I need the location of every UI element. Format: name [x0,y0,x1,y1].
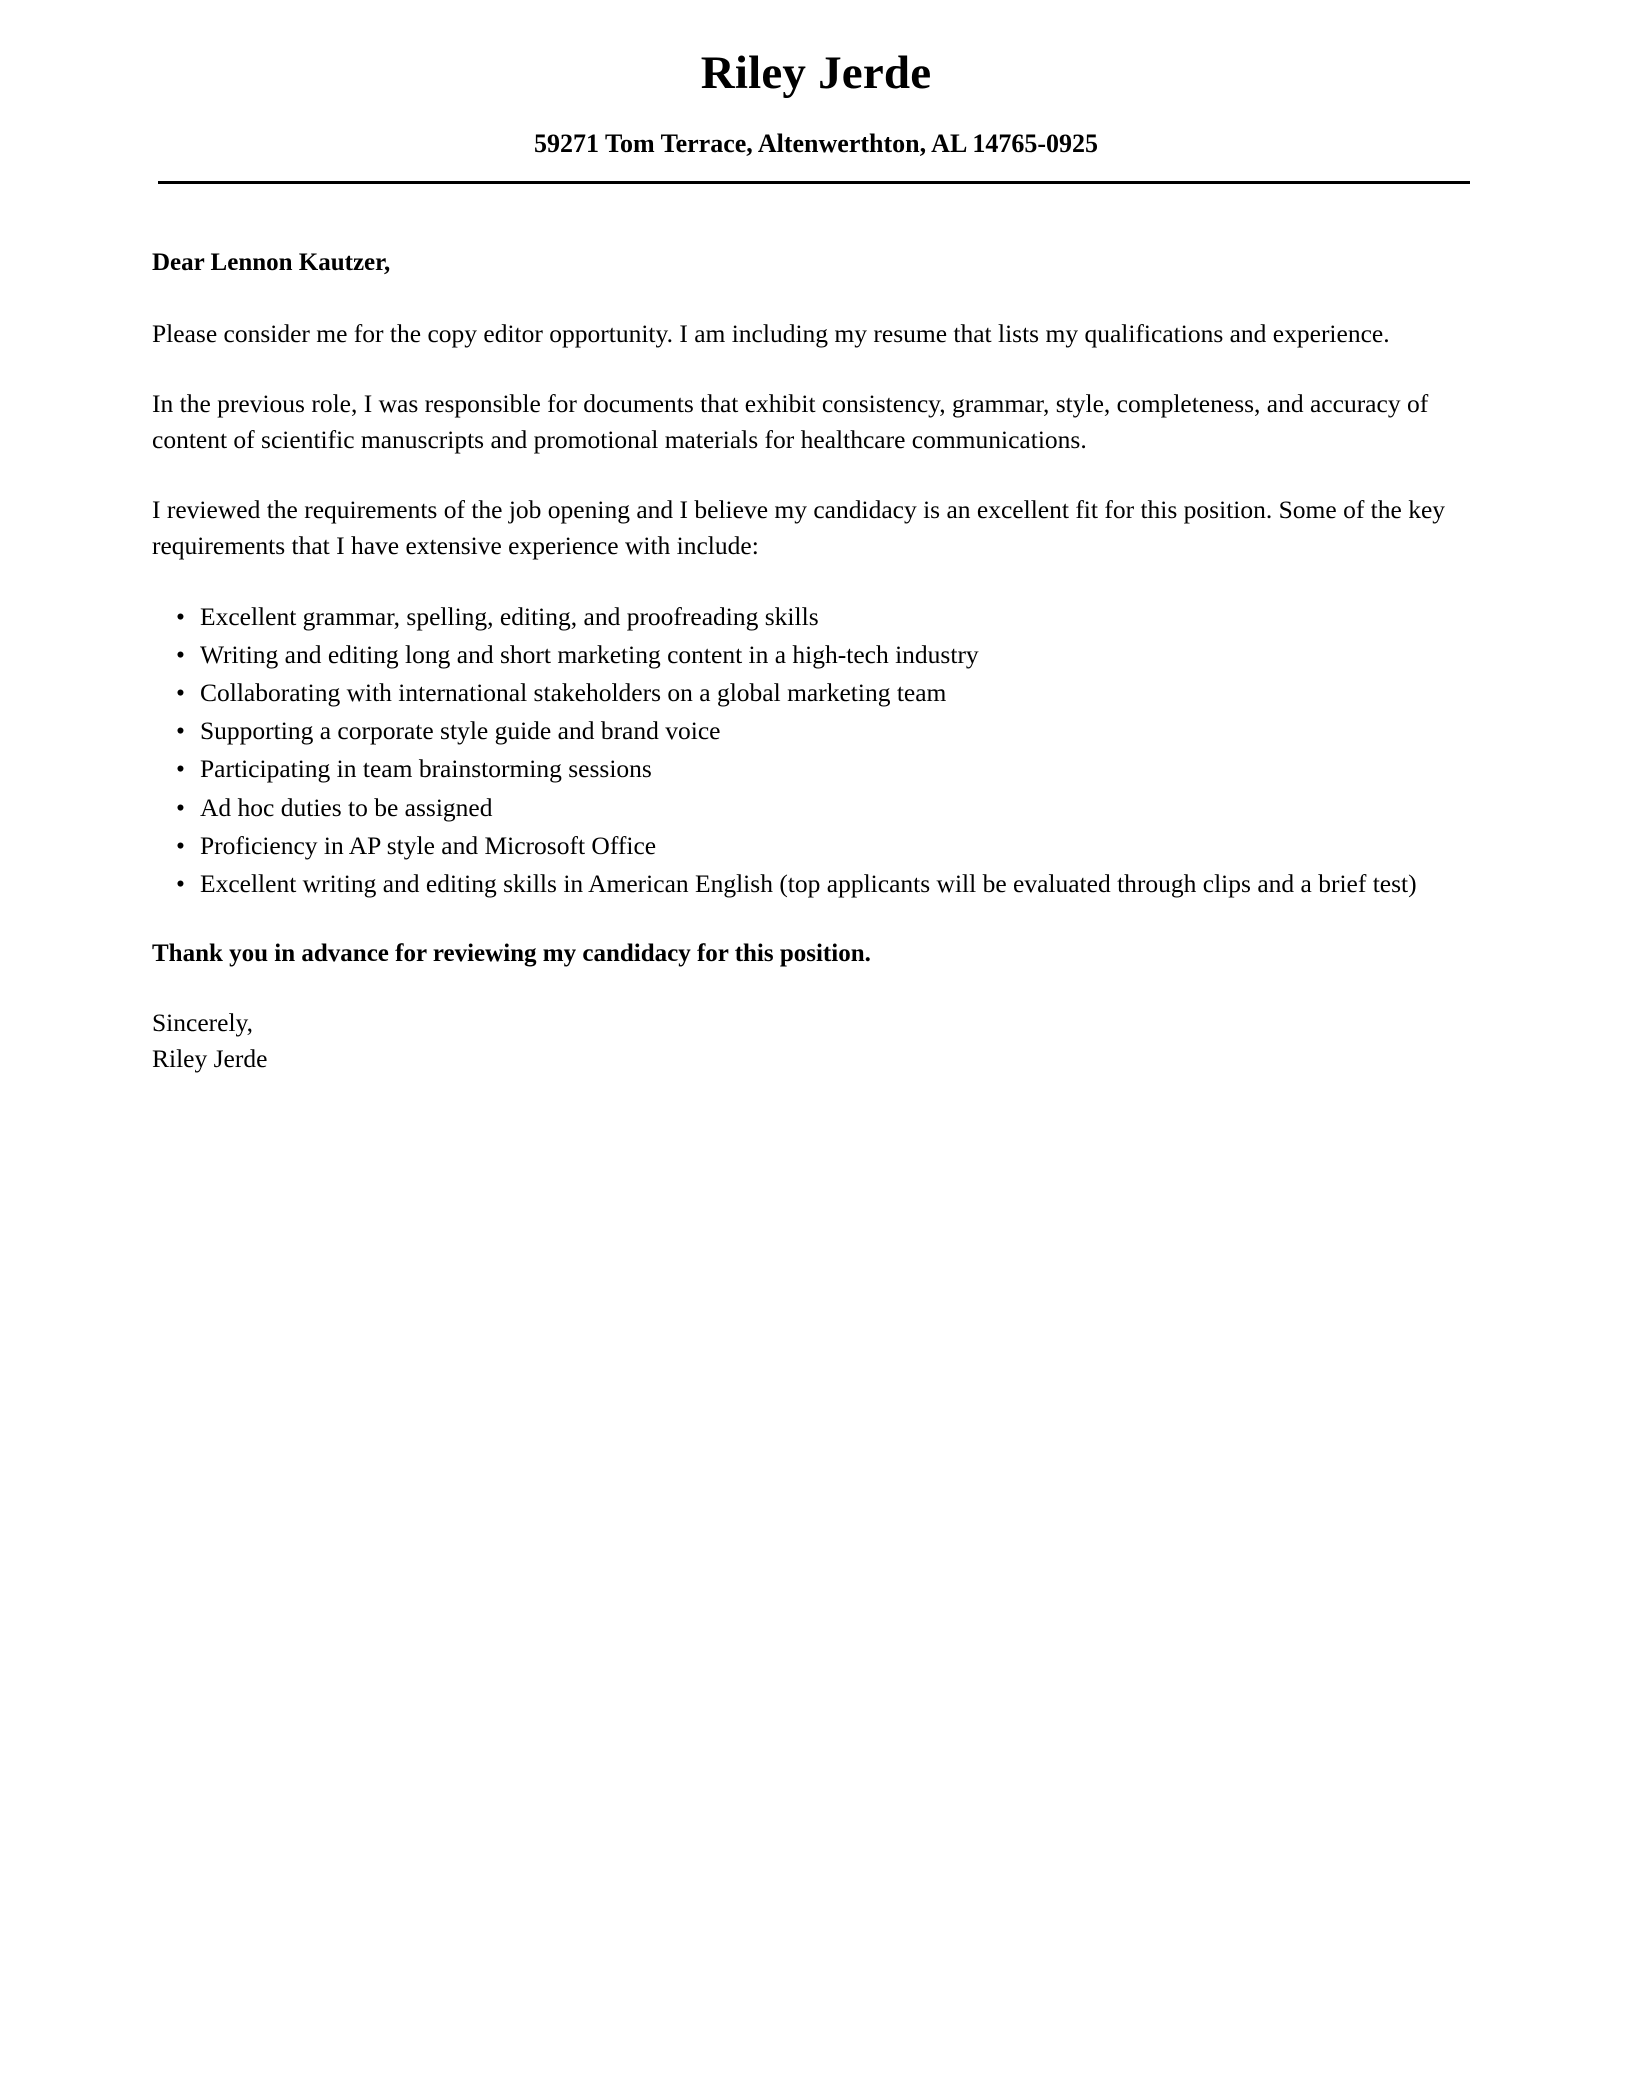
bullet-disc-icon: • [176,754,185,784]
signature-name: Riley Jerde [152,1044,268,1074]
list-item [152,713,1465,749]
list-item [152,675,1465,711]
list-item [152,751,1465,787]
list-item [152,828,1465,864]
requirements-list [152,599,1465,903]
bullet-disc-icon: • [176,830,185,860]
page-title: Riley Jerde [700,47,932,99]
letterhead [0,0,1632,159]
bullet-disc-icon: • [176,677,185,707]
closing-thanks: Thank you in advance for reviewing my candidacy for this position. [152,940,871,968]
body-paragraph-2: In the previous role, I was responsible for documents that exhibit consistency, grammar, style, completeness, and accuracy of content of scientific manuscripts and promotional materials for healthcare communications. [152,388,1429,454]
list-item-label: Collaborating with international stakeholders on a global marketing team [200,677,947,707]
salutation: Dear Lennon Kautzer, [152,248,391,276]
list-item [152,599,1465,635]
list-item [152,790,1465,826]
list-item-label: Excellent writing and editing skills in American English (top applicants will be evaluated through clips and a brief test) [200,869,1417,898]
body-paragraph-1: Please consider me for the copy editor opportunity. I am including my resume that lists my qualifications and experience. [152,318,1390,348]
list-item [152,866,1465,902]
list-item-label: Participating in team brainstorming sessions [200,754,652,784]
bullet-disc-icon: • [176,601,185,631]
applicant-address: 59271 Tom Terrace, Altenwerthton, AL 14765-0925 [533,128,1099,158]
list-item-label: Writing and editing long and short marketing content in a high-tech industry [200,639,979,669]
bullet-disc-icon: • [176,639,185,669]
list-item [152,637,1465,673]
letter-body [0,184,1632,1078]
list-item-label: Excellent grammar, spelling, editing, and proofreading skills [200,601,819,631]
bullet-disc-icon: • [176,869,185,898]
list-item-label: Proficiency in AP style and Microsoft Office [200,830,657,860]
bullet-disc-icon: • [176,792,185,822]
bullet-disc-icon: • [176,716,185,746]
list-item-label: Supporting a corporate style guide and brand voice [200,716,721,746]
body-paragraph-3: I reviewed the requirements of the job opening and I believe my candidacy is an excellent fit for this position. Some of the key requirements that I have extensive experience with include: [152,495,1446,561]
list-item-label: Ad hoc duties to be assigned [200,792,493,822]
signoff: Sincerely, [152,1008,254,1038]
